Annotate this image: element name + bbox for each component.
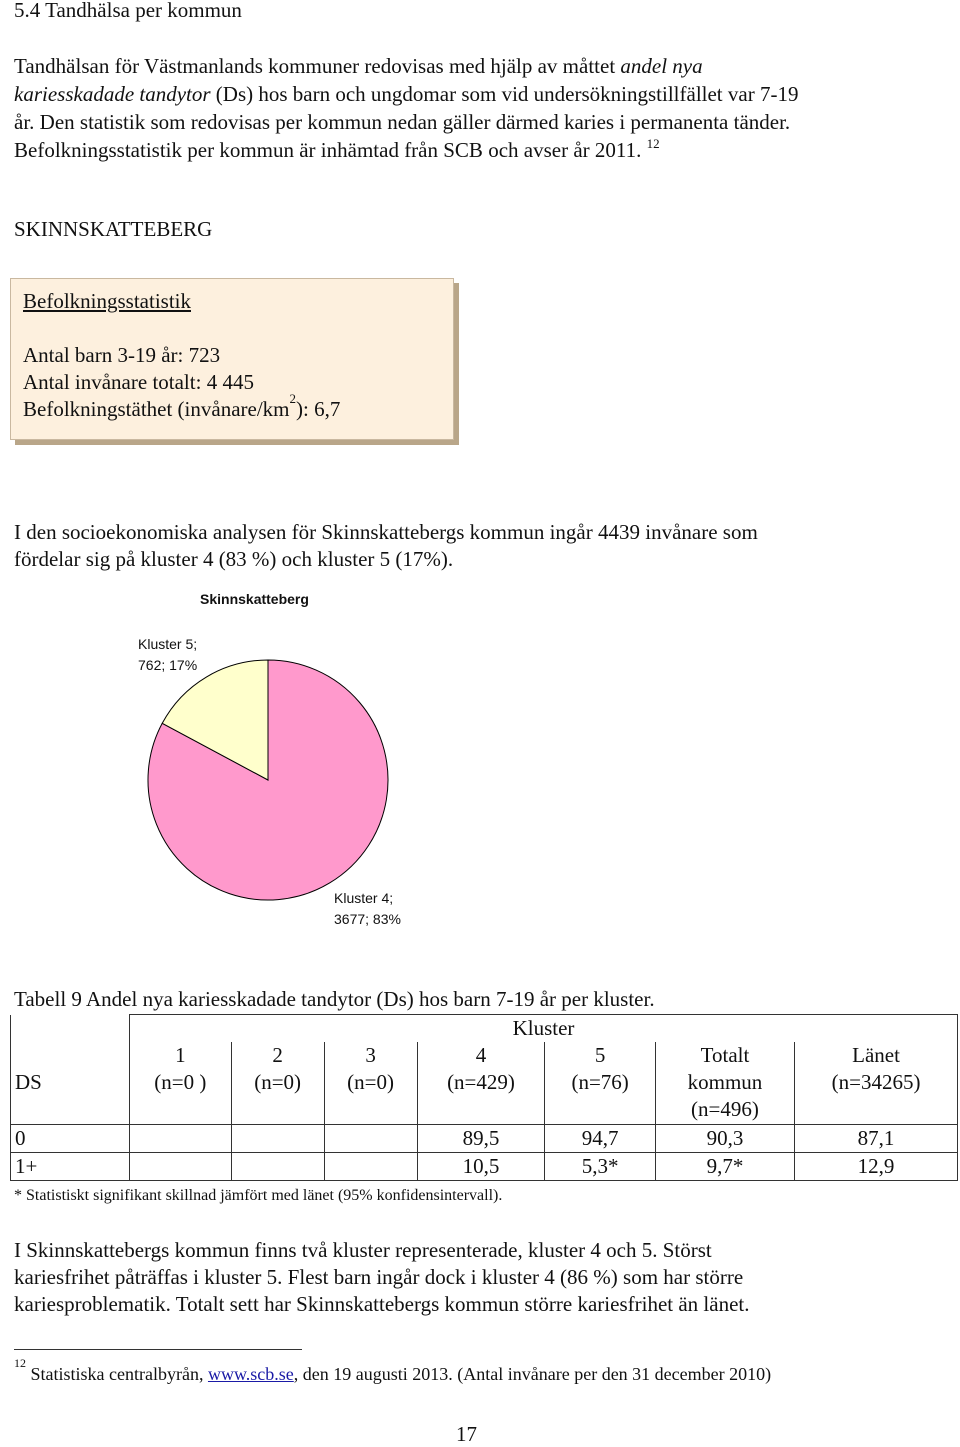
intro-text: Befolkningsstatistik per kommun är inhämtad från SCB och avser år 2011. (14, 138, 642, 162)
pie-label-kluster-5: Kluster 5; 762; 17% (138, 636, 198, 673)
table-col-header: Totalt kommun (n=496) (655, 1042, 794, 1124)
intro-term: andel nya (620, 54, 703, 78)
table-row: 1+ 10,5 5,3* 9,7* 12,9 (11, 1152, 958, 1180)
table-row: 0 89,5 94,7 90,3 87,1 (11, 1124, 958, 1152)
table-col-header: 5 (n=76) (545, 1042, 655, 1124)
footnote-number: 12 (14, 1356, 26, 1370)
table-note: * Statistiskt signifikant skillnad jämfört med länet (95% konfidensintervall). (14, 1187, 503, 1204)
table-col-header: 2 (n=0) (231, 1042, 324, 1124)
conclusion-line: kariesproblematik. Totalt sett har Skinnskattebergs kommun större kariesfrihet än länet. (14, 1292, 750, 1316)
footnote-divider (14, 1349, 302, 1350)
intro-text: Tandhälsan för Västmanlands kommuner redovisas med hjälp av måttet (14, 54, 621, 78)
analysis-paragraph (14, 519, 758, 573)
intro-paragraph (14, 52, 798, 164)
stat-children: Antal barn 3-19 år: 723 (23, 343, 221, 367)
analysis-line: I den socioekonomiska analysen för Skinnskattebergs kommun ingår 4439 invånare som (14, 520, 758, 544)
footnote-reference[interactable]: 12 (646, 136, 660, 151)
intro-text: år. Den statistik som redovisas per kommun nedan gäller därmed karies i permanenta tänder. (14, 110, 791, 134)
analysis-line: fördelar sig på kluster 4 (83 %) och kluster 5 (17%). (14, 547, 454, 571)
table-group-header: Kluster (130, 1015, 958, 1043)
table-col-header: 1 (n=0 ) (130, 1042, 232, 1124)
kommun-heading: SKINNSKATTEBERG (14, 217, 213, 241)
stats-heading: Befolkningsstatistik (23, 289, 191, 313)
table-col-header: Länet (n=34265) (795, 1042, 958, 1124)
conclusion-line: kariesfrihet påträffas i kluster 5. Flest barn ingår dock i kluster 4 (86 %) som har större (14, 1265, 744, 1289)
page-number: 17 (456, 1422, 477, 1446)
stat-density: Befolkningstäthet $(invånare/km^2)$: 6,7 (23, 391, 341, 421)
intro-term: kariesskadade tandytor (14, 82, 211, 106)
conclusion-paragraph (14, 1237, 749, 1318)
intro-text: (Ds) hos barn och ungdomar som vid undersökningstillfället var 7-19 (210, 82, 799, 106)
section-title: 5.4 Tandhälsa per kommun (14, 0, 242, 22)
population-stats-box (10, 278, 454, 440)
ds-table (10, 1014, 958, 1181)
stat-inhabitants: Antal invånare totalt: 4 445 (23, 370, 254, 394)
table-col-header: 3 (n=0) (324, 1042, 417, 1124)
scb-link[interactable]: www.scb.se (207, 1364, 294, 1384)
table-caption: Tabell 9 Andel nya kariesskadade tandytor (Ds) hos barn 7-19 år per kluster. (14, 987, 655, 1011)
table-col-header: 4 (n=429) (417, 1042, 545, 1124)
chart-title: Skinnskatteberg (200, 591, 309, 607)
conclusion-line: I Skinnskattebergs kommun finns två kluster representerade, kluster 4 och 5. Störst (14, 1238, 712, 1262)
table-ds-label: DS (11, 1042, 130, 1124)
pie-label-kluster-4: Kluster 4; 3677; 83% (334, 890, 401, 927)
footnote: $^{12}$ Statistiska centralbyrån, www.scb.se, den 19 augusti 2013. (Antal invånare per den 31 december 2010) (14, 1356, 772, 1384)
